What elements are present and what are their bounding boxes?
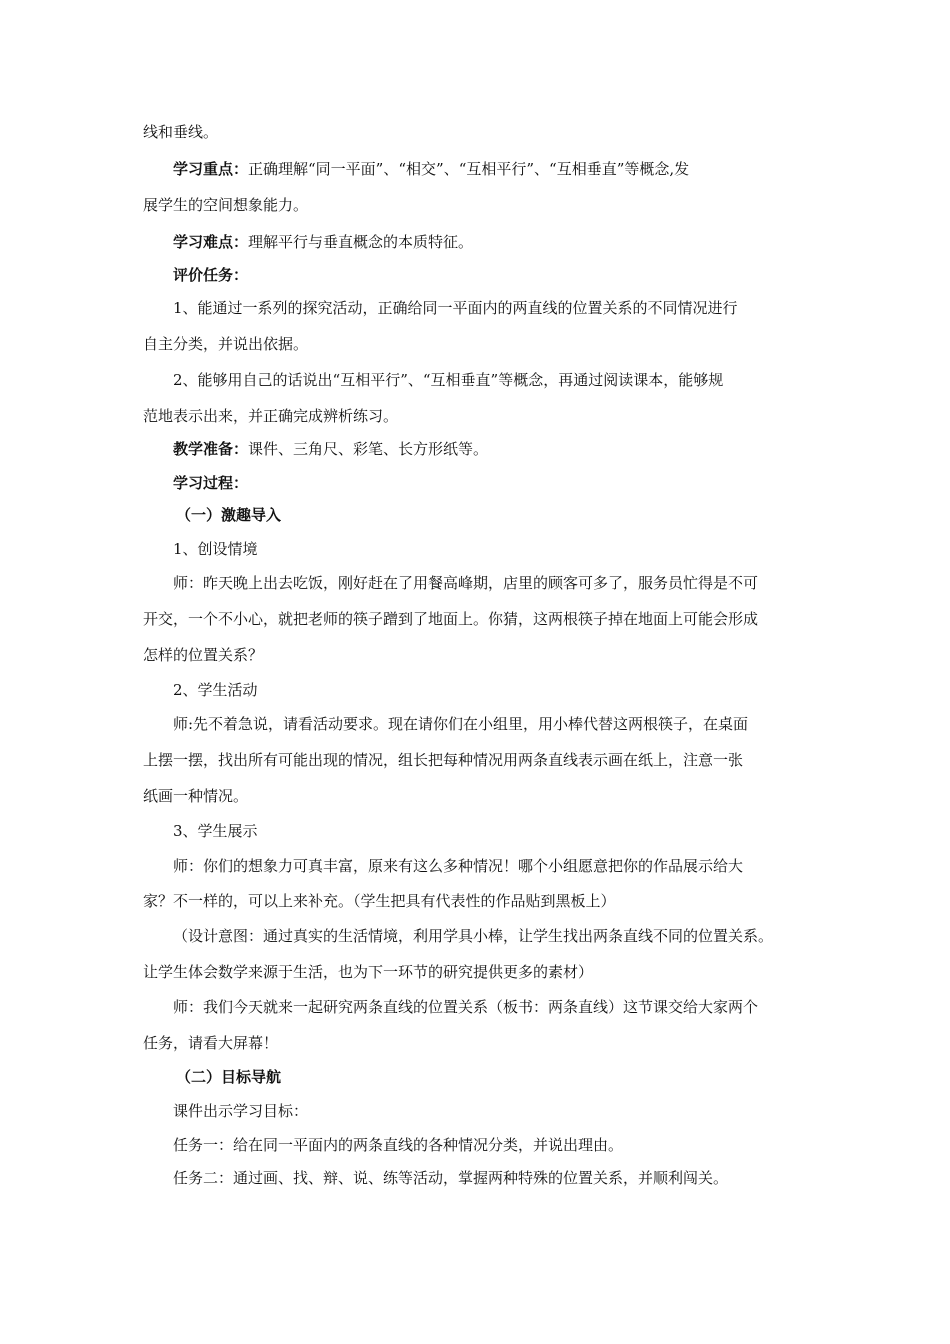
key-points-text: 正确理解“同一平面”、“相交”、“互相平行”、“互相垂直”等概念,发 [248,160,690,178]
text-line: 任务一：给在同一平面内的两条直线的各种情况分类，并说出理由。 [173,1136,624,1154]
evaluation-heading: 评价任务： [173,266,249,284]
text-line: 自主分类，并说出依据。 [143,335,309,353]
preparation-label: 教学准备： [173,440,249,458]
key-points-line [173,159,689,179]
text-line: （设计意图：通过真实的生活情境，利用学具小棒，让学生找出两条直线不同的位置关系。 [173,927,774,945]
text-line: 师：你们的想象力可真丰富，原来有这么多种情况！哪个小组愿意把你的作品展示给大 [173,857,744,875]
text-line: 1、创设情境 [173,540,258,558]
text-line: 家？不一样的，可以上来补充。（学生把具有代表性的作品贴到黑板上） [143,892,616,910]
text-line: 纸画一种情况。 [143,787,249,805]
process-heading: 学习过程： [173,474,249,492]
text-line: 线和垂线。 [143,123,219,141]
key-points-label: 学习重点： [173,160,249,178]
text-line: 师：昨天晚上出去吃饭，刚好赶在了用餐高峰期，店里的顾客可多了，服务员忙得是不可 [173,574,759,592]
text-line: 让学生体会数学来源于生活，也为下一环节的研究提供更多的素材） [143,963,594,981]
text-line: 2、能够用自己的话说出“互相平行”、“互相垂直”等概念，再通过阅读课本，能够规 [173,371,724,389]
difficulty-label: 学习难点： [173,233,249,251]
text-line: 师:先不着急说，请看活动要求。现在请你们在小组里，用小棒代替这两根筷子，在桌面 [173,715,749,733]
text-line: 3、学生展示 [173,822,258,840]
text-line: 开交，一个不小心，就把老师的筷子蹭到了地面上。你猜，这两根筷子掉在地面上可能会形成 [143,610,759,628]
text-line: 课件出示学习目标： [173,1102,309,1120]
text-line: 上摆一摆，找出所有可能出现的情况，组长把每种情况用两条直线表示画在纸上，注意一张 [143,751,744,769]
section-heading: （二）目标导航 [176,1068,282,1086]
text-line: 2、学生活动 [173,681,258,699]
preparation-line [173,439,488,459]
text-line: 师：我们今天就来一起研究两条直线的位置关系（板书：两条直线）这节课交给大家两个 [173,998,759,1016]
text-line: 展学生的空间想象能力。 [143,196,309,214]
preparation-text: 课件、三角尺、彩笔、长方形纸等。 [248,440,489,458]
section-heading: （一）激趣导入 [176,506,282,524]
text-line: 怎样的位置关系？ [143,646,264,664]
difficulty-line [173,232,473,252]
difficulty-text: 理解平行与垂直概念的本质特征。 [248,233,474,251]
text-line: 1、能通过一系列的探究活动，正确给同一平面内的两直线的位置关系的不同情况进行 [173,299,738,317]
text-line: 任务，请看大屏幕！ [143,1034,279,1052]
text-line: 任务二：通过画、找、辩、说、练等活动，掌握两种特殊的位置关系，并顺利闯关。 [173,1169,729,1187]
text-line: 范地表示出来，并正确完成辨析练习。 [143,407,399,425]
